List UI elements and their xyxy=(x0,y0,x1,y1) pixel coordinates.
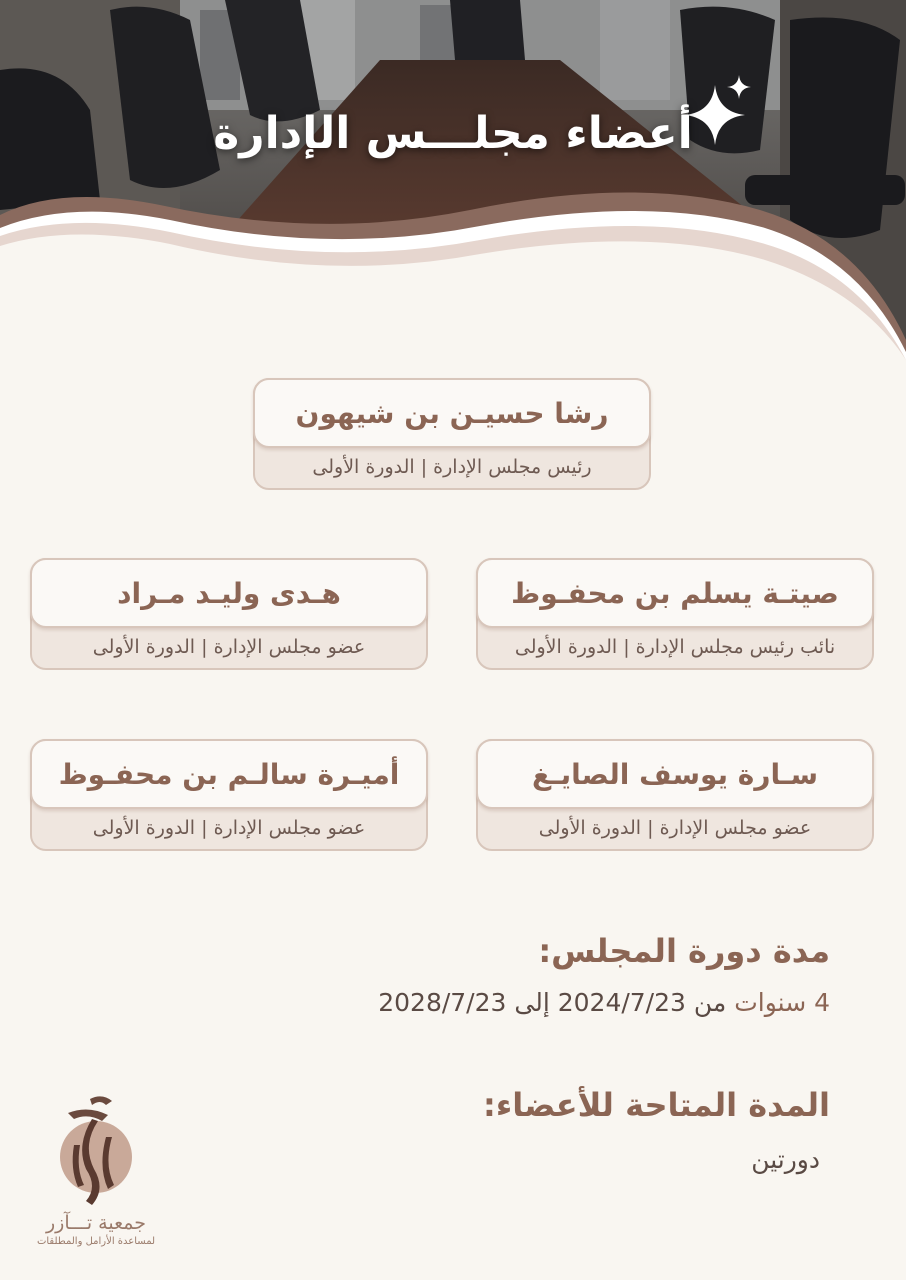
term-from: من xyxy=(693,988,727,1017)
member-role: رئيس مجلس الإدارة | الدورة الأولى xyxy=(312,456,592,478)
term-years: 4 سنوات xyxy=(734,988,830,1017)
member-role: نائب رئيس مجلس الإدارة | الدورة الأولى xyxy=(514,636,836,658)
sparkle-small-icon xyxy=(726,74,752,100)
term-period xyxy=(378,988,830,1017)
member-card xyxy=(476,739,874,851)
page-title: أعضاء مجلـــس الإدارة xyxy=(213,108,693,159)
term-heading: مدة دورة المجلس: xyxy=(538,932,830,970)
header-banner xyxy=(0,0,906,360)
allowed-heading: المدة المتاحة للأعضاء: xyxy=(483,1086,830,1124)
boardroom-photo xyxy=(0,0,906,360)
member-card xyxy=(30,558,428,670)
member-card-chair xyxy=(253,378,651,490)
member-name: صيتـة يسلم بن محفـوظ xyxy=(476,558,874,628)
member-name: هـدى وليـد مـراد xyxy=(30,558,428,628)
allowed-value: دورتين xyxy=(751,1145,820,1174)
member-name: أميـرة سالـم بن محفـوظ xyxy=(30,739,428,809)
logo-subtitle: لمساعدة الأرامل والمطلقات xyxy=(36,1236,156,1247)
member-name: رشا حسيـن بن شيهون xyxy=(253,378,651,448)
term-start-date: 2024/7/23 xyxy=(557,988,686,1017)
member-card xyxy=(30,739,428,851)
logo-name: جمعية تـــآزر xyxy=(46,1212,146,1234)
member-name: سـارة يوسف الصايـغ xyxy=(476,739,874,809)
member-role: عضو مجلس الإدارة | الدورة الأولى xyxy=(538,817,812,839)
term-to: إلى xyxy=(514,988,550,1017)
member-role: عضو مجلس الإدارة | الدورة الأولى xyxy=(92,817,366,839)
member-role: عضو مجلس الإدارة | الدورة الأولى xyxy=(92,636,366,658)
term-end-date: 2028/7/23 xyxy=(378,988,507,1017)
member-card-vice-chair xyxy=(476,558,874,670)
